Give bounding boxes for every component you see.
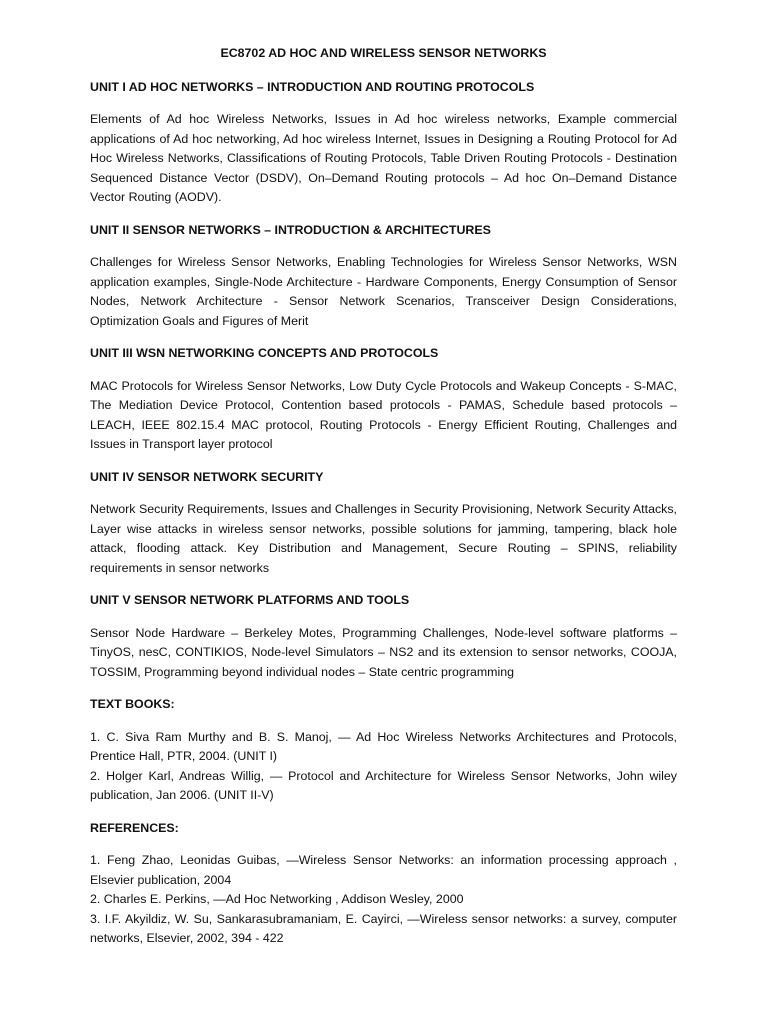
unit-section-2 <box>90 221 677 332</box>
unit-description: Elements of Ad hoc Wireless Networks, Issues in Ad hoc wireless networks, Example commercial applications of Ad hoc networking, Ad hoc wireless Internet, Issues in Designing a Routing Protocol for Ad Hoc Wireless Networks, Classifications of Routing Protocols, Table Driven Routing Protocols - Destination Sequenced Distance Vector (DSDV), On–Demand Routing protocols – Ad hoc On–Demand Distance Vector Routing (AODV). <box>90 112 677 204</box>
references-heading: REFERENCES: <box>90 820 179 835</box>
unit-section-3 <box>90 344 677 455</box>
unit-description: MAC Protocols for Wireless Sensor Networks, Low Duty Cycle Protocols and Wakeup Concepts - S-MAC, The Mediation Device Protocol, Contention based protocols - PAMAS, Schedule based protocols – LEACH, IEEE 802.15.4 MAC protocol, Routing Protocols - Energy Efficient Routing, Challenges and Issues in Transport layer protocol <box>90 378 677 451</box>
unit-description: Network Security Requirements, Issues and Challenges in Security Provisioning, Network Security Attacks, Layer wise attacks in wireless sensor networks, possible solutions for jamming, tampering, black hole attack, flooding attack. Key Distribution and Management, Secure Routing – SPINS, reliability requirements in sensor networks <box>90 502 677 575</box>
references-section <box>90 819 677 949</box>
textbook-item: 1. C. Siva Ram Murthy and B. S. Manoj, — Ad Hoc Wireless Networks Architectures and Protocols, Prentice Hall, PTR, 2004. (UNIT I) <box>90 729 677 763</box>
reference-item: 2. Charles E. Perkins, —Ad Hoc Networking , Addison Wesley, 2000 <box>90 892 464 906</box>
textbooks-list <box>90 728 677 806</box>
textbooks-heading: TEXT BOOKS: <box>90 697 175 711</box>
textbook-item: 2. Holger Karl, Andreas Willig, — Protocol and Architecture for Wireless Sensor Networks, John wiley publication, Jan 2006. (UNIT II-V) <box>90 768 677 802</box>
unit-description: Challenges for Wireless Sensor Networks, Enabling Technologies for Wireless Sensor Networks, WSN application examples, Single-Node Architecture - Hardware Components, Energy Consumption of Sensor Nodes, Network Architecture - Sensor Network Scenarios, Transceiver Design Considerations, Optimization Goals and Figures of Merit <box>90 255 677 328</box>
references-list <box>90 851 677 949</box>
reference-item: 3. I.F. Akyildiz, W. Su, Sankarasubramaniam, E. Cayirci, —Wireless sensor networks: a survey, computer networks, Elsevier, 2002, 394 - 422 <box>90 911 677 945</box>
textbooks-section <box>90 695 677 806</box>
unit-section-4 <box>90 468 677 579</box>
unit-section-5 <box>90 591 677 682</box>
unit-heading: UNIT II SENSOR NETWORKS – INTRODUCTION & ARCHITECTURES <box>90 222 491 237</box>
unit-description: Sensor Node Hardware – Berkeley Motes, Programming Challenges, Node-level software platforms – TinyOS, nesC, CONTIKIOS, Node-level Simulators – NS2 and its extension to sensor networks, COOJA, TOSSIM, Programming beyond individual nodes – State centric programming <box>90 625 677 679</box>
unit-heading: UNIT I AD HOC NETWORKS – INTRODUCTION AND ROUTING PROTOCOLS <box>90 79 535 94</box>
reference-item: 1. Feng Zhao, Leonidas Guibas, —Wireless Sensor Networks: an information processing approach , Elsevier publication, 2004 <box>90 853 677 887</box>
syllabus-page <box>90 44 677 949</box>
unit-heading: UNIT IV SENSOR NETWORK SECURITY <box>90 469 324 484</box>
document-title: EC8702 AD HOC AND WIRELESS SENSOR NETWORKS <box>220 46 547 60</box>
unit-heading: UNIT III WSN NETWORKING CONCEPTS AND PROTOCOLS <box>90 346 439 360</box>
unit-heading: UNIT V SENSOR NETWORK PLATFORMS AND TOOLS <box>90 593 410 607</box>
unit-section-1 <box>90 78 677 208</box>
